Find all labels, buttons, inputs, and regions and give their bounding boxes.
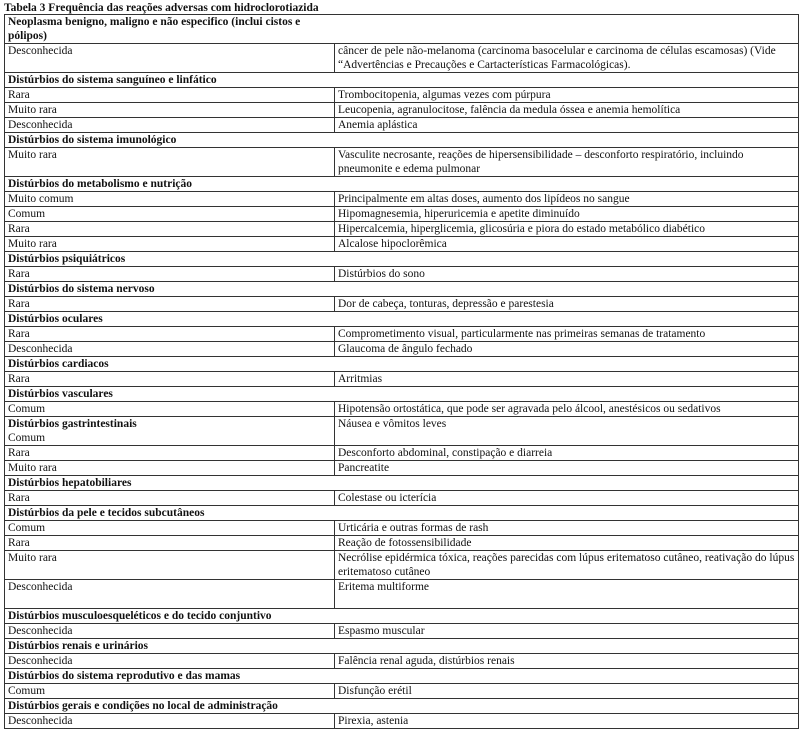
frequency-label: Muito rara — [5, 103, 335, 118]
frequency-label: Comum — [5, 402, 335, 417]
frequency-label: Rara — [5, 372, 335, 387]
frequency-label: Comum — [5, 207, 335, 222]
reaction-text: Principalmente em altas doses, aumento dos lipídeos no sangue — [335, 192, 799, 207]
section-row — [5, 357, 799, 372]
frequency-label: Comum — [5, 521, 335, 536]
table-row — [5, 521, 799, 536]
empty-cell — [335, 15, 799, 44]
frequency-label: Rara — [5, 297, 335, 312]
table-row — [5, 714, 799, 729]
reaction-text: câncer de pele não-melanoma (carcinoma basocelular e carcinoma de células escamosas) (Vide “Advertências e Precauções e Cartacterísticas Farmacológicas). — [335, 44, 799, 73]
section-row — [5, 417, 799, 446]
frequency-label: Desconhecida — [5, 654, 335, 669]
reaction-text: Hipomagnesemia, hiperuricemia e apetite diminuído — [335, 207, 799, 222]
reaction-text: Comprometimento visual, particularmente nas primeiras semanas de tratamento — [335, 327, 799, 342]
reaction-text: Urticária e outras formas de rash — [335, 521, 799, 536]
reaction-text: Vasculite necrosante, reações de hipersensibilidade – desconforto respiratório, incluindo pneumonite e edema pulmonar — [335, 148, 799, 177]
section-title: Distúrbios oculares — [5, 312, 799, 327]
table-row — [5, 148, 799, 177]
frequency-label: Rara — [5, 446, 335, 461]
section-title: Distúrbios gastrintestinais — [8, 418, 137, 430]
section-row — [5, 177, 799, 192]
frequency-label: Rara — [5, 267, 335, 282]
table-row — [5, 297, 799, 312]
reaction-text: Colestase ou icterícia — [335, 491, 799, 506]
reaction-text: Glaucoma de ângulo fechado — [335, 342, 799, 357]
reaction-text: Alcalose hipoclorêmica — [335, 237, 799, 252]
frequency-label: Desconhecida — [5, 714, 335, 729]
section-title: Distúrbios musculoesqueléticos e do tecido conjuntivo — [5, 609, 799, 624]
frequency-label: Rara — [5, 491, 335, 506]
section-row — [5, 506, 799, 521]
reaction-text: Pirexia, astenia — [335, 714, 799, 729]
section-row — [5, 15, 799, 44]
table-row — [5, 222, 799, 237]
table-row — [5, 551, 799, 580]
section-title: Distúrbios hepatobiliares — [5, 476, 799, 491]
section-title: Neoplasma benigno, maligno e não especifico (inclui cistos e pólipos) — [5, 15, 335, 44]
section-row — [5, 669, 799, 684]
reaction-text: Disfunção erétil — [335, 684, 799, 699]
table-row — [5, 624, 799, 639]
section-title: Distúrbios vasculares — [5, 387, 799, 402]
section-title: Distúrbios psiquiátricos — [5, 252, 799, 267]
reaction-text: Pancreatite — [335, 461, 799, 476]
section-row — [5, 252, 799, 267]
frequency-label: Desconhecida — [5, 342, 335, 357]
frequency-label: Comum — [5, 684, 335, 699]
section-row — [5, 73, 799, 88]
table-row — [5, 44, 799, 73]
table-row — [5, 536, 799, 551]
section-title-and-frequency — [5, 417, 335, 446]
reaction-text: Necrólise epidérmica tóxica, reações parecidas com lúpus eritematoso cutâneo, reativação do lúpus eritematoso cutâneo — [335, 551, 799, 580]
frequency-label: Muito rara — [5, 237, 335, 252]
section-title: Distúrbios gerais e condições no local de administração — [5, 699, 799, 714]
section-title: Distúrbios cardiacos — [5, 357, 799, 372]
table-row — [5, 446, 799, 461]
frequency-label: Rara — [5, 88, 335, 103]
table-row — [5, 461, 799, 476]
table-row — [5, 103, 799, 118]
reaction-text: Eritema multiforme — [335, 580, 799, 609]
reaction-text: Trombocitopenia, algumas vezes com púrpura — [335, 88, 799, 103]
frequency-label: Rara — [5, 222, 335, 237]
section-row — [5, 639, 799, 654]
table-row — [5, 580, 799, 609]
reaction-text: Dor de cabeça, tonturas, depressão e parestesia — [335, 297, 799, 312]
frequency-label: Muito rara — [5, 551, 335, 580]
section-row — [5, 133, 799, 148]
reaction-text: Leucopenia, agranulocitose, falência da medula óssea e anemia hemolítica — [335, 103, 799, 118]
adverse-reactions-table — [4, 14, 799, 729]
table-row — [5, 402, 799, 417]
reaction-text: Arritmias — [335, 372, 799, 387]
table-row — [5, 88, 799, 103]
reaction-text: Hipotensão ortostática, que pode ser agravada pelo álcool, anestésicos ou sedativos — [335, 402, 799, 417]
section-title: Distúrbios do metabolismo e nutrição — [5, 177, 799, 192]
table-caption: Tabela 3 Frequência das reações adversas com hidroclorotiazida — [4, 2, 319, 14]
section-title: Distúrbios do sistema sanguíneo e linfático — [5, 73, 799, 88]
section-title: Distúrbios da pele e tecidos subcutâneos — [5, 506, 799, 521]
frequency-label: Desconhecida — [5, 580, 335, 609]
frequency-label: Muito comum — [5, 192, 335, 207]
frequency-label: Muito rara — [5, 148, 335, 177]
table-row — [5, 207, 799, 222]
frequency-label: Comum — [8, 432, 46, 444]
section-title: Distúrbios do sistema nervoso — [5, 282, 799, 297]
section-row — [5, 312, 799, 327]
frequency-label: Muito rara — [5, 461, 335, 476]
frequency-label: Desconhecida — [5, 44, 335, 73]
table-row — [5, 267, 799, 282]
frequency-label: Desconhecida — [5, 118, 335, 133]
table-row — [5, 491, 799, 506]
section-title: Distúrbios do sistema reprodutivo e das mamas — [5, 669, 799, 684]
table-row — [5, 237, 799, 252]
reaction-text: Hipercalcemia, hiperglicemia, glicosúria e piora do estado metabólico diabético — [335, 222, 799, 237]
frequency-label: Rara — [5, 536, 335, 551]
table-body — [5, 15, 799, 729]
table-row — [5, 327, 799, 342]
table-row — [5, 654, 799, 669]
frequency-label: Rara — [5, 327, 335, 342]
reaction-text: Náusea e vômitos leves — [335, 417, 799, 446]
section-row — [5, 609, 799, 624]
section-title: Distúrbios renais e urinários — [5, 639, 799, 654]
table-row — [5, 192, 799, 207]
frequency-label: Desconhecida — [5, 624, 335, 639]
section-row — [5, 476, 799, 491]
reaction-text: Desconforto abdominal, constipação e diarreia — [335, 446, 799, 461]
section-row — [5, 282, 799, 297]
table-row — [5, 118, 799, 133]
reaction-text: Distúrbios do sono — [335, 267, 799, 282]
section-title: Distúrbios do sistema imunológico — [5, 133, 799, 148]
reaction-text: Falência renal aguda, distúrbios renais — [335, 654, 799, 669]
section-row — [5, 699, 799, 714]
reaction-text: Reação de fotossensibilidade — [335, 536, 799, 551]
section-row — [5, 387, 799, 402]
table-row — [5, 342, 799, 357]
reaction-text: Espasmo muscular — [335, 624, 799, 639]
table-row — [5, 684, 799, 699]
table-row — [5, 372, 799, 387]
reaction-text: Anemia aplástica — [335, 118, 799, 133]
